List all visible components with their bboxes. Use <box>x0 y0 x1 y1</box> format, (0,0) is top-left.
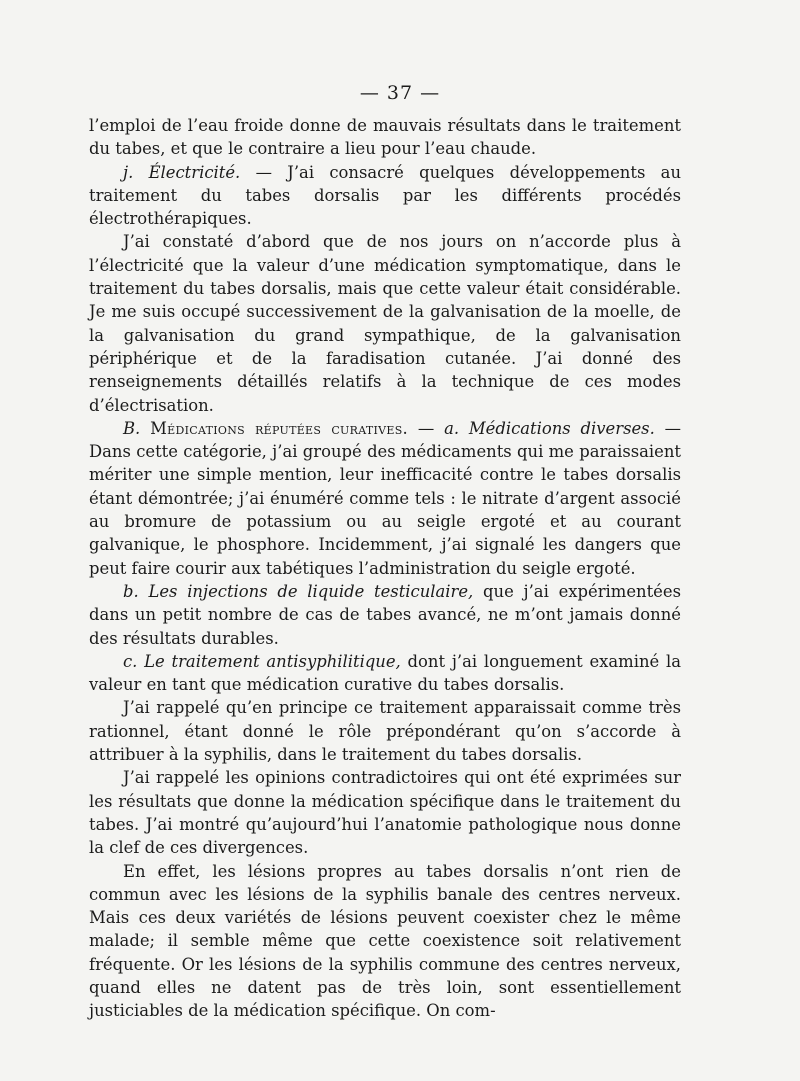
paragraph-text: En effet, les lésions propres au tabes dorsalis n’ont rien de commun avec les lésions de la syphilis banale des centres nerveux. Mais ces deux variétés de lésions peuvent coexister chez le même malade; il semble même que cette coexistence soit relativement fréquente. Or les lésions de la syphilis commune des centres nerveux, quand elles ne datent pas de très loin, sont essentiellement justiciables de la médication spécifique. On com- <box>89 861 681 1021</box>
subsection-heading-antisyphilitique: c. Le traitement antisyphilitique, <box>123 651 401 671</box>
paragraph-text: — J’ai consacré quelques développements au traitement du tabes dorsalis par les différents procédés électrothérapiques. <box>89 162 681 229</box>
paragraph-medications-curatives <box>89 417 681 580</box>
paragraph-text: que j’ai expérimentées dans un petit nombre de cas de tabes avancé, ne m’ont jamais donné des résultats durables. <box>89 581 681 648</box>
subsection-heading-injections: b. Les injections de liquide testiculaire, <box>123 581 474 601</box>
paragraph-injections <box>89 580 681 650</box>
paragraph-lesions <box>89 860 681 1023</box>
paragraph-principe <box>89 696 681 766</box>
section-letter: B. <box>123 418 141 438</box>
section-heading-electricite: j. Électricité. <box>123 162 241 182</box>
subsection-heading-diverses: a. Médications diverses. <box>444 418 655 438</box>
paragraph-opinions <box>89 766 681 859</box>
paragraph-electricite-detail <box>89 230 681 416</box>
page-number: — 37 — <box>359 82 441 104</box>
paragraph-antisyphilitique <box>89 650 681 697</box>
paragraph-text: J’ai constaté d’abord que de nos jours on n’accorde plus à l’électricité que la valeur d’une médication symptomatique, dans le traitement du tabes dorsalis, mais que cette valeur était considérable. Je me suis occupé successivement de la galvanisation de la moelle, de la galvanisation du grand sympathique, de la galvanisation périphérique et de la faradisation cutanée. J’ai donné des renseignements détaillés relatifs à la technique de ces modes d’électrisation. <box>89 232 681 415</box>
paragraph-text: l’emploi de l’eau froide donne de mauvais résultats dans le traitement du tabes, et que le contraire a lieu pour l’eau chaude. <box>89 116 681 159</box>
paragraph-continuation <box>89 114 681 161</box>
paragraph-text: J’ai rappelé qu’en principe ce traitement apparaissait comme très rationnel, étant donné le rôle prépondérant qu’on s’accorde à attribuer à la syphilis, dans le traitement du tabes dorsalis. <box>89 698 681 765</box>
section-heading-curatives: Médications réputées curatives. <box>150 418 409 438</box>
paragraph-electricite <box>89 161 681 231</box>
heading-separator: — <box>408 418 445 438</box>
body-text <box>89 114 681 1023</box>
paragraph-text: — Dans cette catégorie, j’ai groupé des médicaments qui me paraissaient mériter une simple mention, leur inefficacité contre le tabes dorsalis étant démontrée; j’ai énuméré comme tels : le nitrate d’argent associé au bromure de potassium ou au seigle ergoté et au courant galvanique, le phosphore. Incidemment, j’ai signalé les dangers que peut faire courir aux tabétiques l’administration du seigle ergoté. <box>89 418 682 578</box>
paragraph-text: J’ai rappelé les opinions contradictoires qui ont été exprimées sur les résultats que donne la médication spécifique dans le traitement du tabes. J’ai montré qu’aujourd’hui l’anatomie pathologique nous donne la clef de ces divergences. <box>89 768 681 858</box>
paragraph-text: dont j’ai longuement examiné la valeur en tant que médication curative du tabes dorsalis. <box>89 651 681 695</box>
